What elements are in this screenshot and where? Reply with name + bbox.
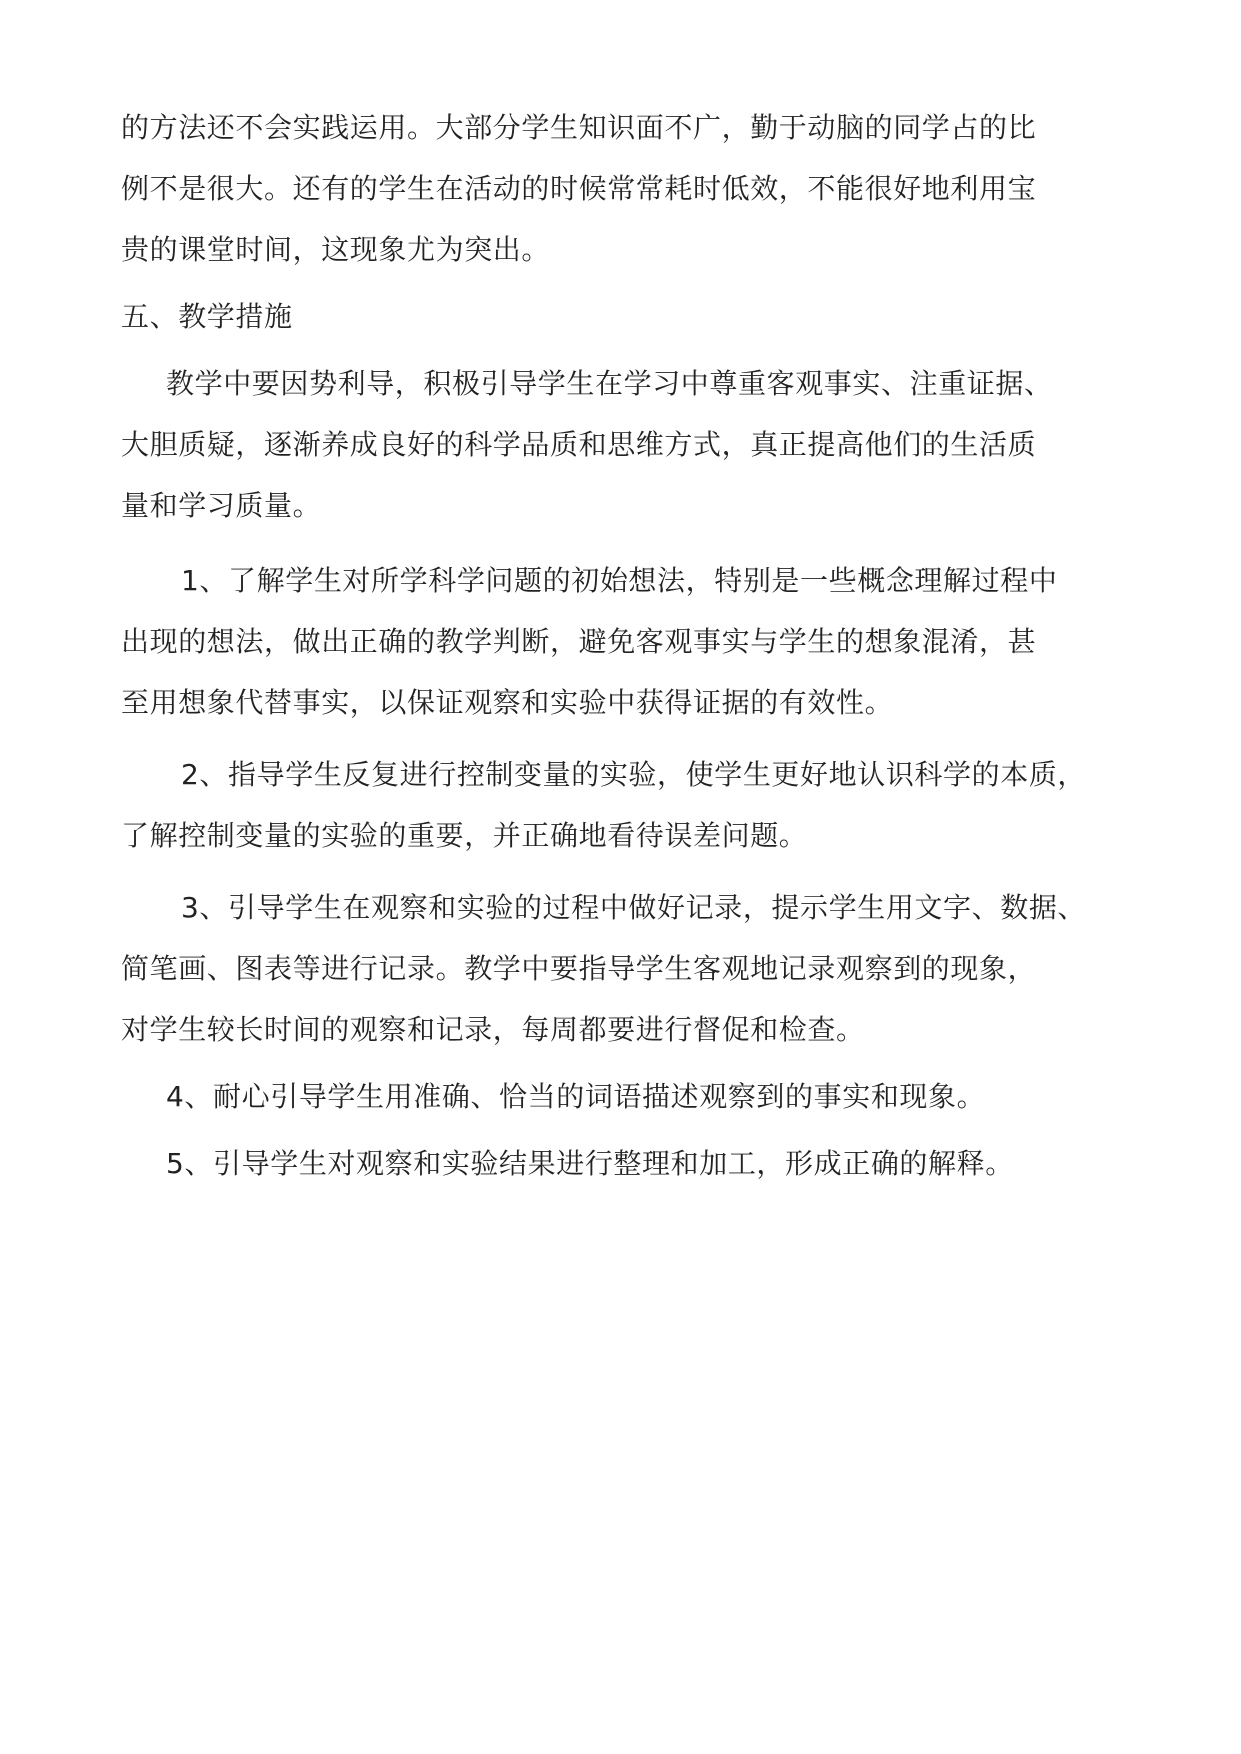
paragraph-line: 贵的课堂时间，这现象尤为突出。 [121, 233, 551, 266]
intro-line: 教学中要因势利导，积极引导学生在学习中尊重客观事实、注重证据、 [166, 367, 1053, 400]
list-item-1-line: 至用想象代替事实，以保证观察和实验中获得证据的有效性。 [121, 686, 894, 719]
list-item-4: 4、耐心引导学生用准确、恰当的词语描述观察到的事实和现象。 [166, 1080, 986, 1113]
intro-line: 量和学习质量。 [121, 489, 322, 522]
list-item-2-line: 2、指导学生反复进行控制变量的实验，使学生更好地认识科学的本质， [181, 758, 1087, 791]
list-item-3-line: 对学生较长时间的观察和记录，每周都要进行督促和检查。 [121, 1013, 865, 1046]
paragraph-line: 的方法还不会实践运用。大部分学生知识面不广，勤于动脑的同学占的比 [121, 111, 1037, 144]
list-item-5: 5、引导学生对观察和实验结果进行整理和加工，形成正确的解释。 [166, 1147, 1014, 1180]
list-item-1-line: 出现的想法，做出正确的教学判断，避免客观事实与学生的想象混淆，甚 [121, 625, 1037, 658]
section-heading: 五、教学措施 [121, 300, 293, 333]
list-item-2-line: 了解控制变量的实验的重要，并正确地看待误差问题。 [121, 819, 808, 852]
intro-line: 大胆质疑，逐渐养成良好的科学品质和思维方式，真正提高他们的生活质 [121, 428, 1037, 461]
list-item-3-line: 3、引导学生在观察和实验的过程中做好记录，提示学生用文字、数据、 [181, 891, 1087, 924]
paragraph-line: 例不是很大。还有的学生在活动的时候常常耗时低效，不能很好地利用宝 [121, 172, 1037, 205]
list-item-1-line: 1、了解学生对所学科学问题的初始想法，特别是一些概念理解过程中 [181, 564, 1058, 597]
list-item-3-line: 简笔画、图表等进行记录。教学中要指导学生客观地记录观察到的现象， [121, 952, 1037, 985]
